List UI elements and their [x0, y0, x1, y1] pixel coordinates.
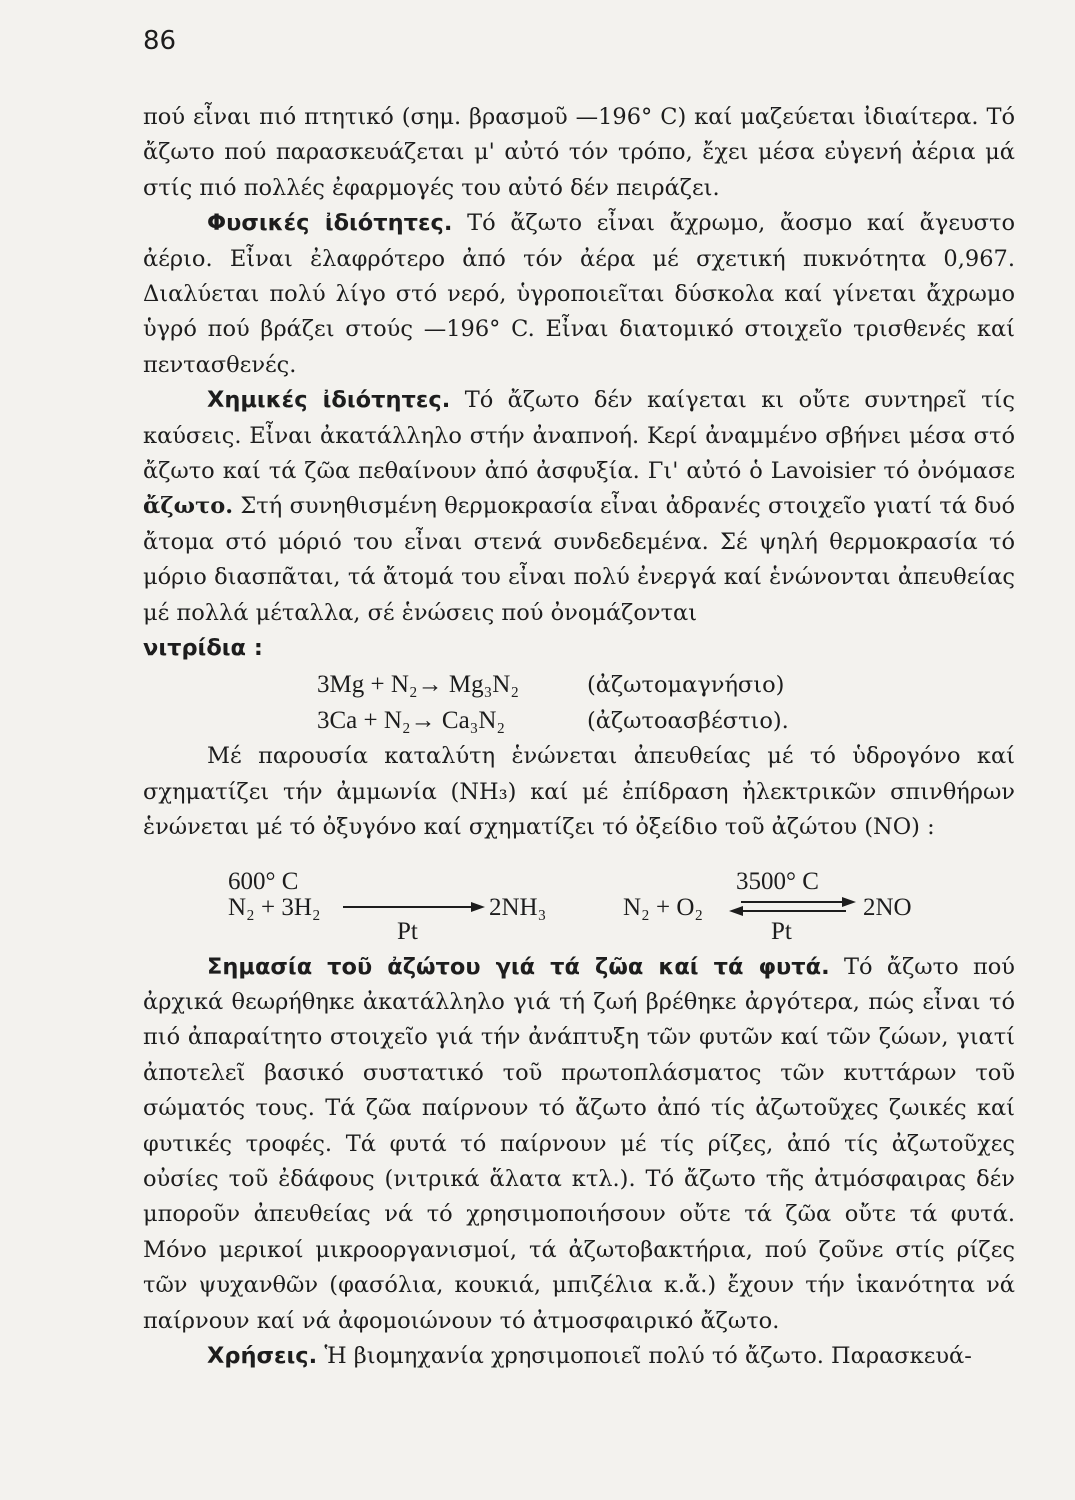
- ammonia-reactants: N₂ + 3H₂: [228, 893, 321, 921]
- reaction-magnesium-formula: 3Mg + N₂→ Mg₃N₂: [317, 670, 520, 698]
- reaction-calcium-formula: 3Ca + N₂→ Ca₃N₂: [317, 706, 506, 734]
- reaction-calcium: [143, 703, 1015, 739]
- ammonia-catalyst: Pt: [397, 917, 418, 945]
- term-nitrides-line: [143, 631, 1015, 666]
- heading-uses: Χρήσεις.: [207, 1343, 318, 1369]
- uses-text: Ἡ βιομηχανία χρησιμοποιεῖ πολύ τό ἄζωτο. Παρασκευά-: [324, 1343, 972, 1369]
- paragraph-uses: [143, 1339, 1015, 1374]
- ammonia-product: 2NH₃: [489, 893, 547, 921]
- paragraph-catalyst: Μέ παρουσία καταλύτη ἑνώνεται ἀπευθείας μέ τό ὑδρογόνο καί σχηματίζει τήν ἀμμωνία (NH₃) καί μέ ἐπίδραση ἠλεκτρικῶν σπινθήρων ἑνώνεται μέ τό ὀξυγόνο καί σχηματίζει τό ὀξείδιο τοῦ ἀζώτου (NO) :: [143, 743, 1015, 841]
- no-forward-arrow: [741, 901, 846, 903]
- heading-chemical-properties: Χημικές ἰδιότητες.: [207, 387, 451, 414]
- chemical-properties-text-a: Τό ἄζωτο δέν καίγεται κι οὔτε συντηρεῖ τίς καύσεις. Εἶναι ἀκατάλληλο στήν ἀναπνοή. Κερί ἀναμμένο σβήνει μέσα στό ἄζωτο καί τά ζῶα πεθαίνουν ἀπό ἀσφυξία. Γι' αὐτό ὁ Lavoisier τό ὀνόμασε: [143, 387, 1015, 485]
- body-text: [143, 100, 1015, 1374]
- importance-text: Τό ἄζωτο πού ἀρχικά θεωρήθηκε ἀκατάλληλο γιά τή ζωή βρέθηκε ἀργότερα, πώς εἶναι τό πιό ἀπαραίτητο στοιχεῖο γιά τήν ἀνάπτυξη τῶν φυτῶν καί τῶν ζώων, γιατί ἀποτελεῖ βασικό συστατικό τοῦ πρωτοπλάσματος τῶν κυττάρων τοῦ σώματός τους. Τά ζῶα παίρνουν τό ἄζωτο ἀπό τίς ἀζωτοῦχες ζωικές καί φυτικές τροφές. Τά φυτά τό παίρνουν μέ τίς ρίζες, ἀπό τίς ἀζωτοῦχες οὐσίες τοῦ ἐδάφους (νιτρικά ἅλατα κτλ.). Τό ἄζωτο τῆς ἀτμόσφαιρας δέν μποροῦν ἀπευθείας νά τό χρησιμοποιήσουν οὔτε τά ζῶα οὔτε τά φυτά. Μόνο μερικοί μικροοργανισμοί, τά ἀζωτοβακτήρια, πού ζοῦνε στίς ρίζες τῶν ψυχανθῶν (φασόλια, κουκιά, μπιζέλια κ.ἄ.) ἔχουν τήν ἱκανότητα νά παίρνουν καί νά ἀφομοιώνουν τό ἀτμοσφαιρικό ἄζωτο.: [143, 953, 1015, 1334]
- no-temperature: 3500° C: [736, 867, 819, 895]
- no-product: 2NO: [863, 893, 912, 921]
- heading-physical-properties: Φυσικές ἰδιότητες.: [207, 210, 453, 237]
- page-number: 86: [143, 26, 177, 56]
- no-reactants: N₂ + O₂: [623, 893, 704, 921]
- no-reverse-arrow: [741, 910, 846, 912]
- no-forward-arrow-head: [842, 897, 856, 907]
- term-azoto: ἄζωτο.: [143, 493, 234, 520]
- physical-properties-text: Τό ἄζωτο εἶναι ἄχρωμο, ἄοσμο καί ἄγευστο ἀέριο. Εἶναι ἐλαφρότερο ἀπό τόν ἀέρα μέ σχετική πυκνότητα 0,967. Διαλύεται πολύ λίγο στό νερό, ὑγροποιεῖται δύσκολα καί γίνεται ἄχρωμο ὑγρό πού βράζει στούς —196° C. Εἶναι διατομικό στοιχεῖο τρισθενές καί πεντασθενές.: [143, 210, 1016, 378]
- paragraph-chemical-properties: [143, 383, 1015, 631]
- reaction-calcium-name: (ἀζωτοασβέστιο).: [587, 707, 789, 734]
- paragraph-boiling: πού εἶναι πιό πτητικό (σημ. βρασμοῦ —196° C) καί μαζεύεται ἰδιαίτερα. Τό ἄζωτο πού παρασκευάζεται μ' αὐτό τόν τρόπο, ἔχει μέσα εὐγενή ἀέρια μά στίς πιό πολλές ἐφαρμογές του αὐτό δέν πειράζει.: [143, 104, 1015, 201]
- reaction-magnesium-name: (ἀζωτομαγνήσιο): [587, 671, 785, 698]
- heading-importance: Σημασία τοῦ ἀζώτου γιά τά ζῶα καί τά φυτά.: [207, 953, 830, 980]
- term-nitrides: νιτρίδια :: [143, 635, 263, 662]
- reaction-equations-row: [143, 846, 1015, 950]
- paragraph-importance: [143, 950, 1015, 1339]
- chemical-properties-text-b: Στή συνηθισμένη θερμοκρασία εἶναι ἀδρανές στοιχεῖο γιατί τά δυό ἄτομα στό μόριό του εἶναι στενά συνδεδεμένα. Σέ ψηλή θερμοκρασία τό μόριο διασπᾶται, τά ἄτομά του εἶναι πολύ ἐνεργά καί ἑνώνονται ἀπευθείας μέ πολλά μέταλλα, σέ ἑνώσεις πού ὀνομάζονται: [143, 493, 1015, 626]
- reaction-magnesium: [143, 667, 1015, 703]
- ammonia-temperature: 600° C: [228, 867, 299, 895]
- ammonia-arrow: [343, 906, 475, 908]
- paragraph-physical-properties: [143, 206, 1015, 383]
- no-catalyst: Pt: [771, 917, 792, 945]
- no-reverse-arrow-head: [729, 906, 743, 916]
- ammonia-arrow-head: [471, 902, 485, 912]
